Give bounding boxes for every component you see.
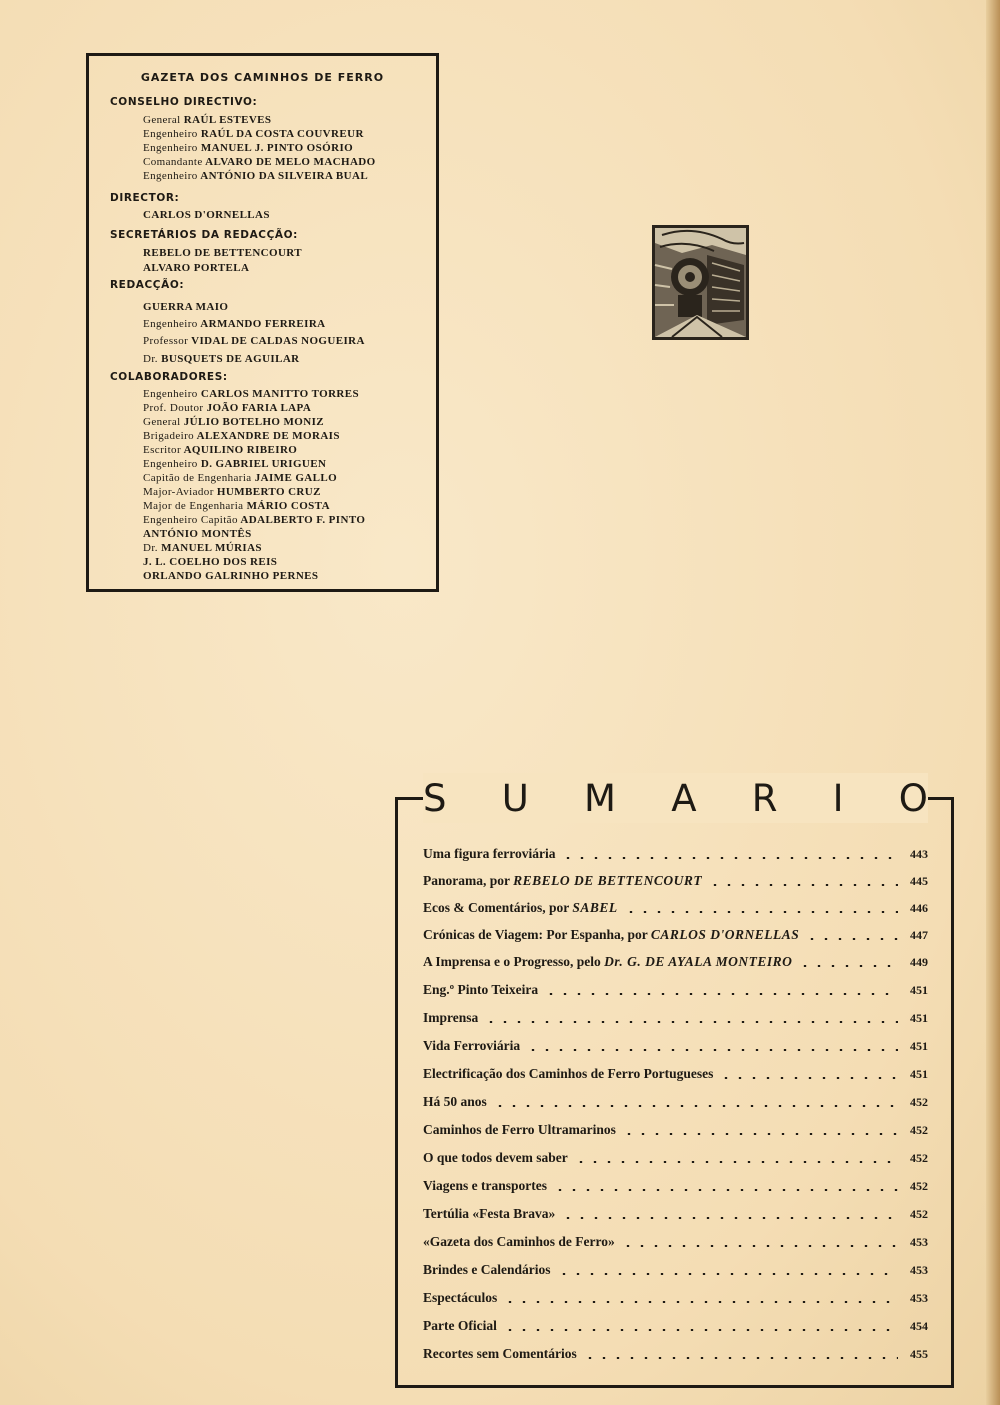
locomotive-engraving-icon (652, 225, 749, 340)
toc-entry: Ecos & Comentários, por SABEL 446 (423, 900, 928, 915)
toc-entry: O que todos devem saber 452 (423, 1150, 928, 1165)
colaborador: ANTÓNIO MONTÊS (143, 528, 252, 540)
toc-entry: Há 50 anos 452 (423, 1094, 928, 1109)
conselho-member: Engenheiro RAÚL DA COSTA COUVREUR (143, 128, 364, 140)
masthead-title: GAZETA DOS CAMINHOS DE FERRO (140, 71, 385, 84)
colaborador: Engenheiro D. GABRIEL URIGUEN (143, 458, 327, 470)
colaborador: Escritor AQUILINO RIBEIRO (143, 444, 298, 456)
conselho-member: General RAÚL ESTEVES (143, 114, 272, 126)
toc-entry: Electrificação dos Caminhos de Ferro Portugueses 451 (423, 1066, 928, 1081)
conselho-member: Engenheiro MANUEL J. PINTO OSÓRIO (143, 142, 354, 154)
toc-entry: «Gazeta dos Caminhos de Ferro» 453 (423, 1234, 928, 1249)
toc-entry: Vida Ferroviária 451 (423, 1038, 928, 1053)
toc-entry: Crónicas de Viagem: Por Espanha, por CARLOS D'ORNELLAS 447 (423, 927, 928, 942)
toc-entry: Uma figura ferroviária 443 (423, 846, 928, 861)
toc-entry: Imprensa 451 (423, 1010, 928, 1025)
sumario-letter: O (898, 776, 928, 820)
toc-entry: Eng.º Pinto Teixeira 451 (423, 982, 928, 997)
masthead-box (86, 53, 439, 592)
toc-entry: Espectáculos 453 (423, 1290, 928, 1305)
redaccao-member: GUERRA MAIO (143, 301, 229, 313)
redaccao-member: Professor VIDAL DE CALDAS NOGUEIRA (143, 335, 365, 347)
colaborador: ORLANDO GALRINHO PERNES (143, 570, 319, 582)
sumario-letter: S (423, 776, 447, 820)
colaborador: Brigadeiro ALEXANDRE DE MORAIS (143, 430, 340, 442)
redaccao-member: Dr. BUSQUETS DE AGUILAR (143, 353, 300, 365)
redaccao-heading: REDACÇÃO: (110, 279, 185, 291)
toc-entry: Caminhos de Ferro Ultramarinos 452 (423, 1122, 928, 1137)
secretarios-heading: SECRETÁRIOS DA REDACÇÃO: (110, 229, 298, 241)
sumario-title (423, 773, 928, 823)
toc-entry: Brindes e Calendários 453 (423, 1262, 928, 1277)
colaborador: Capitão de Engenharia JAIME GALLO (143, 472, 338, 484)
toc-entry: Viagens e transportes 452 (423, 1178, 928, 1193)
conselho-member: Engenheiro ANTÓNIO DA SILVEIRA BUAL (143, 170, 369, 182)
colaborador: Engenheiro Capitão ADALBERTO F. PINTO (143, 514, 366, 526)
toc-entry: Panorama, por REBELO DE BETTENCOURT 445 (423, 873, 928, 888)
secretarios-member: REBELO DE BETTENCOURT (143, 247, 302, 259)
colaborador: Dr. MANUEL MÚRIAS (143, 542, 262, 554)
colaborador: J. L. COELHO DOS REIS (143, 556, 278, 568)
sumario-letter: U (501, 776, 529, 820)
toc-entry: A Imprensa e o Progresso, pelo Dr. G. DE AYALA MONTEIRO 449 (423, 954, 928, 969)
toc-entry: Recortes sem Comentários 455 (423, 1346, 928, 1361)
secretarios-member: ALVARO PORTELA (143, 262, 250, 274)
colaboradores-heading: COLABORADORES: (110, 371, 228, 383)
sumario-letter: I (832, 776, 844, 820)
colaborador: Prof. Doutor JOÃO FARIA LAPA (143, 402, 312, 414)
sumario-letter: R (751, 776, 778, 820)
sumario-letter: A (671, 776, 697, 820)
colaborador: Major de Engenharia MÁRIO COSTA (143, 500, 330, 512)
conselho-member: Comandante ALVARO DE MELO MACHADO (143, 156, 376, 168)
toc-entry: Tertúlia «Festa Brava» 452 (423, 1206, 928, 1221)
sumario-rule-right (928, 797, 954, 800)
redaccao-member: Engenheiro ARMANDO FERREIRA (143, 318, 326, 330)
toc-entry: Parte Oficial 454 (423, 1318, 928, 1333)
director-member: CARLOS D'ORNELLAS (143, 209, 270, 221)
page-edge-shadow (986, 0, 1000, 1405)
sumario-letter: M (584, 776, 616, 820)
director-heading: DIRECTOR: (110, 192, 180, 204)
colaborador: General JÚLIO BOTELHO MONIZ (143, 416, 325, 428)
colaborador: Engenheiro CARLOS MANITTO TORRES (143, 388, 360, 400)
sumario-rule-left (395, 797, 423, 800)
conselho-heading: CONSELHO DIRECTIVO: (110, 96, 258, 108)
colaborador: Major-Aviador HUMBERTO CRUZ (143, 486, 321, 498)
